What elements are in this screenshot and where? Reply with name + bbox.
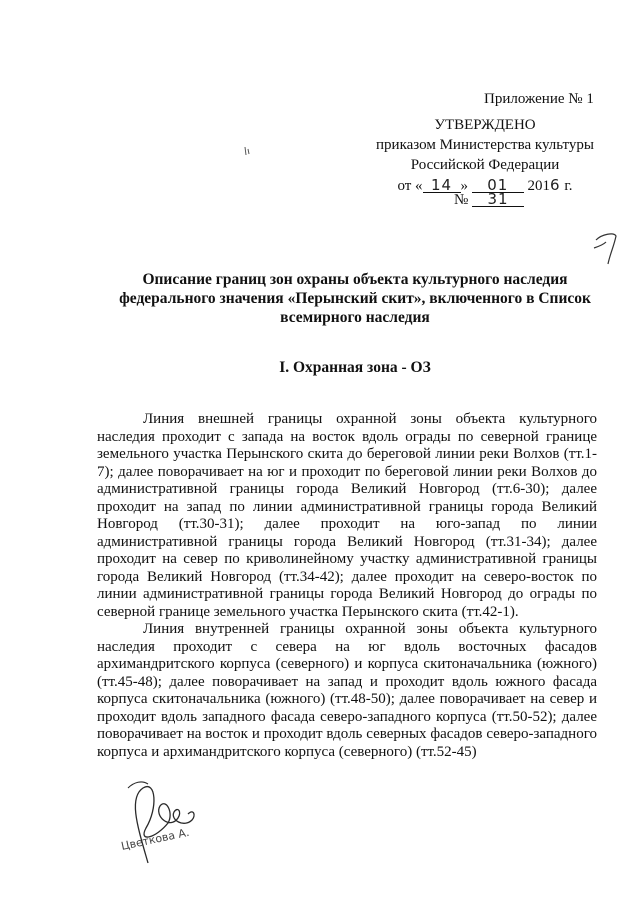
date-day-field: 14: [423, 178, 461, 193]
date-month-field: 01: [472, 178, 524, 193]
signature-handwritten-name: Цветкова А.: [119, 825, 191, 853]
number-field: 31: [472, 192, 524, 207]
title-line-3: всемирного наследия: [280, 309, 430, 326]
title-line-1: Описание границ зон охраны объекта культурного наследия: [142, 271, 568, 288]
approval-line-1: приказом Министерства культуры: [376, 137, 594, 153]
date-year: 2016 г.: [527, 176, 573, 194]
margin-checkmark-icon: [592, 228, 622, 268]
paragraph-inner-boundary: Линия внутренней границы охранной зоны объекта культурного наследия проходит с севера на юг вдоль восточных фасадов архимандритского корпуса (северного) и корпуса скитоначальника (южного) (тт.45-48); далее поворачивает на запад и проходит вдоль южного фасада корпуса скитоначальника (южного) (тт.48-50); далее поворачивает на север и проходит вдоль западного фасада северо-западного корпуса (тт.50-52); далее поворачивает на восток и проходит вдоль северных фасадов северо-западного корпуса и архимандритского корпуса (северного) (тт.52-45): [97, 621, 597, 760]
signature: [108, 768, 228, 868]
pen-mark: [243, 145, 251, 157]
signature-scribble-icon: [108, 768, 228, 868]
body-text: [97, 411, 597, 761]
title-line-2: федерального значения «Перынский скит», включенного в Список: [119, 290, 591, 307]
date-prefix: от «: [397, 178, 423, 194]
section-title: I. Охранная зона - ОЗ: [279, 359, 431, 376]
document-title: [100, 270, 610, 327]
paragraph-outer-boundary: Линия внешней границы охранной зоны объекта культурного наследия проходит с запада на восток вдоль ограды по северной границе земельного участка Перынского скита до береговой линии реки Волхов (тт.1-7); далее поворачивает на юг и проходит по береговой линии реки Волхов до административной границы города Великий Новгород (тт.6-30); далее проходит на запад по линии административной границы города Великий Новгород (тт.30-31); далее проходит на юго-запад по линии административной границы города Великий Новгород (тт.31-34); далее проходит на север по криволинейному участку административной границы города Великий Новгород (тт.34-42); далее проходит на северо-восток по линии административной границы города Великий Новгород до ограды по северной границе земельного участка Перынского скита (тт.42-1).: [97, 411, 597, 620]
approval-line-2: Российской Федерации: [410, 157, 560, 173]
approval-block: [360, 115, 610, 196]
appendix-label: Приложение № 1: [484, 91, 594, 107]
approval-heading: УТВЕРЖДЕНО: [434, 117, 536, 133]
order-number: [454, 192, 524, 209]
date-mid: »: [460, 178, 469, 194]
number-prefix: №: [454, 192, 469, 208]
date-year-handwritten: 6: [550, 176, 561, 194]
